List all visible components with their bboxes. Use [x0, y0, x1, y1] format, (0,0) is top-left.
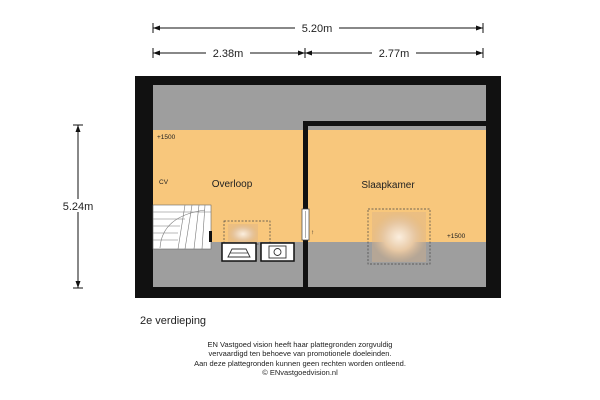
door-swing-mark: ↑ [311, 229, 315, 236]
cv-label: CV [159, 179, 169, 186]
internal-wall-vertical-top [303, 121, 308, 209]
height-marker-left: +1500 [157, 134, 176, 141]
dimension-left-width-label: 2.38m [212, 48, 244, 60]
room-label-overloop: Overloop [211, 179, 253, 190]
internal-wall-horizontal [303, 121, 486, 126]
staircase [153, 205, 212, 249]
washing-machine [222, 243, 256, 261]
floor-name: 2e verdieping [140, 315, 207, 327]
disclaimer-line-4: © ENvastgoedvision.nl [262, 368, 338, 378]
dimension-total-width-label: 5.20m [301, 23, 333, 35]
height-marker-right: +1500 [447, 233, 466, 240]
disclaimer-line-2: vervaardigd ten behoeve van promotionele doeleinden. [208, 349, 392, 359]
dimension-right-width-label: 2.77m [378, 48, 410, 60]
internal-wall-vertical-bottom [303, 240, 308, 287]
room-label-slaapkamer: Slaapkamer [361, 180, 415, 191]
disclaimer [0, 340, 600, 378]
dryer [261, 243, 294, 261]
disclaimer-line-3: Aan deze plattegronden kunnen geen rechten worden ontleend. [194, 358, 406, 368]
dimension-height-label: 5.24m [62, 201, 94, 213]
skylight-right [368, 209, 430, 264]
disclaimer-line-1: EN Vastgoed vision heeft haar plattegronden zorgvuldig [207, 340, 393, 349]
